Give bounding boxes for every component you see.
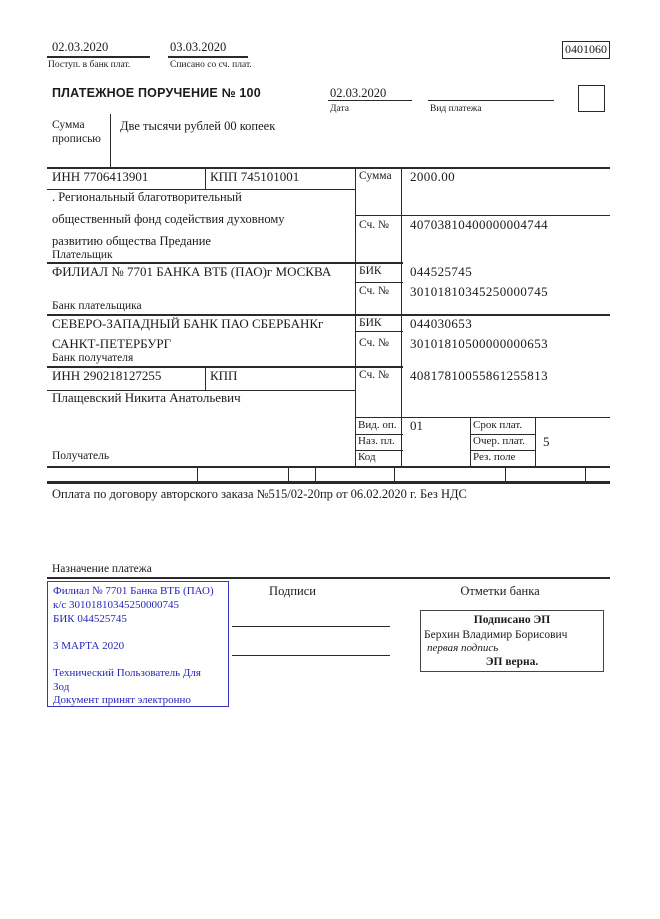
- debited-date-underline: [168, 56, 248, 58]
- beneficiary-bank-bik: 044030653: [410, 316, 473, 331]
- payer-account: 40703810400000004744: [410, 217, 548, 232]
- tax-row-divider-3: [315, 466, 316, 481]
- payer-bank-bik-line: [355, 282, 403, 283]
- signatures-title: Подписи: [269, 584, 316, 598]
- document-date: 02.03.2020: [330, 86, 387, 100]
- form-code-box: [562, 41, 610, 59]
- amount-in-words: Две тысячи рублей 00 копеек: [120, 119, 276, 133]
- purpose-code-label: Наз. пл.: [358, 435, 395, 447]
- payer-bank-label: Банк плательщика: [52, 300, 142, 312]
- payment-purpose-label: Назначение платежа: [52, 563, 152, 575]
- sum-value: 2000.00: [410, 169, 456, 184]
- bank-marks-title: Отметки банка: [460, 584, 540, 598]
- date-underline: [328, 100, 412, 101]
- esign-signer-name: Берхин Владимир Борисович: [424, 628, 568, 641]
- beneficiary-kpp-label: КПП: [210, 368, 238, 383]
- document-title: ПЛАТЕЖНОЕ ПОРУЧЕНИЕ № 100: [52, 86, 261, 100]
- table-bottom-thick-line: [47, 481, 610, 484]
- term-label: Срок плат.: [473, 419, 523, 431]
- payer-inn-kpp-divider: [205, 167, 206, 189]
- bank-stamp: [47, 581, 229, 707]
- beneficiary-bank-bik-line: [355, 331, 403, 332]
- op-type-label: Вид. оп.: [358, 419, 397, 431]
- stamp-bik: БИК 044525745: [53, 612, 127, 625]
- beneficiary-bank-label: Банк получателя: [52, 352, 134, 364]
- payer-name-line3: развитию общества Предание: [52, 234, 211, 248]
- signature-line-1: [232, 626, 390, 627]
- beneficiary-label: Получатель: [52, 450, 110, 462]
- debited-date: 03.03.2020: [170, 40, 227, 54]
- esignature-box: [420, 610, 604, 672]
- payer-bank-bik: 044525745: [410, 264, 473, 279]
- sum-label: Сумма: [359, 170, 392, 182]
- op-type-value: 01: [410, 418, 423, 433]
- tax-row-divider-6: [585, 466, 586, 481]
- payer-account-label: Сч. №: [359, 219, 390, 231]
- beneficiary-bank-account-label: Сч. №: [359, 337, 390, 349]
- amount-words-label-line2: прописью: [52, 133, 101, 145]
- reserve-field-label: Рез. поле: [473, 451, 516, 463]
- stamp-date: 3 МАРТА 2020: [53, 639, 125, 652]
- amount-words-label-line1: Сумма: [52, 119, 85, 131]
- sum-row-line: [355, 215, 610, 216]
- form-code: 0401060: [565, 42, 607, 56]
- beneficiary-inn: ИНН 290218127255: [52, 368, 162, 383]
- label-column-left-divider: [355, 167, 356, 466]
- received-in-bank-date: 02.03.2020: [52, 40, 109, 54]
- debited-label: Списано со сч. плат.: [170, 60, 252, 70]
- payment-kind-label: Вид платежа: [430, 104, 482, 114]
- beneficiary-bank-name-line2: САНКТ-ПЕТЕРБУРГ: [52, 336, 172, 351]
- code-label: Код: [358, 451, 376, 463]
- details-divider-1: [470, 417, 471, 466]
- date-label: Дата: [330, 104, 349, 114]
- order-label: Очер. плат.: [473, 435, 526, 447]
- received-in-bank-label: Поступ. в банк плат.: [48, 60, 131, 70]
- beneficiary-inn-kpp-divider: [205, 366, 206, 390]
- beneficiary-section-line: [47, 466, 610, 468]
- payer-name-line1: . Региональный благотворительный: [52, 190, 242, 204]
- signature-line-2: [232, 655, 390, 656]
- payer-name-line2: общественный фонд содействия духовному: [52, 212, 285, 226]
- beneficiary-name: Плащевский Никита Анатольевич: [52, 390, 241, 405]
- tax-row-divider-4: [394, 466, 395, 481]
- payer-bank-account-label: Сч. №: [359, 285, 390, 297]
- label-column-right-divider: [401, 167, 402, 466]
- payer-bank-account: 30101810345250000745: [410, 284, 548, 299]
- tax-row-divider-5: [505, 466, 506, 481]
- payment-kind-checkbox: [578, 85, 605, 112]
- beneficiary-bank-account: 30101810500000000653: [410, 336, 548, 351]
- received-date-underline: [47, 56, 150, 58]
- tax-row-divider-2: [288, 466, 289, 481]
- stamp-user-line2: Зод: [53, 680, 70, 693]
- payment-purpose-text: Оплата по договору авторского заказа №515/02-20пр от 06.02.2020 г. Без НДС: [52, 487, 467, 501]
- tax-row-divider-1: [197, 466, 198, 481]
- amount-words-divider: [110, 114, 111, 167]
- stamp-bank-name: Филиал № 7701 Банка ВТБ (ПАО): [53, 585, 214, 597]
- details-divider-2: [535, 417, 536, 466]
- beneficiary-bank-bik-label: БИК: [359, 317, 382, 329]
- payer-bank-bik-label: БИК: [359, 265, 382, 277]
- beneficiary-bank-name-line1: СЕВЕРО-ЗАПАДНЫЙ БАНК ПАО СБЕРБАНКг: [52, 316, 324, 331]
- beneficiary-account-label: Сч. №: [359, 369, 390, 381]
- order-value: 5: [543, 434, 550, 449]
- esign-kind: первая подпись: [427, 642, 499, 654]
- payer-bank-name: ФИЛИАЛ № 7701 БАНКА ВТБ (ПАО)г МОСКВА: [52, 264, 332, 279]
- stamp-user-line1: Технический Пользователь Для: [53, 666, 201, 679]
- stamp-accepted-note: Документ принят электронно: [53, 694, 191, 707]
- details-top-line: [355, 417, 610, 418]
- esign-verdict: ЭП верна.: [485, 655, 539, 668]
- esign-title: Подписано ЭП: [473, 614, 551, 626]
- payer-kpp: КПП 745101001: [210, 169, 300, 184]
- payment-kind-underline: [428, 100, 554, 101]
- payer-label: Плательщик: [52, 249, 113, 261]
- footer-top-line: [47, 577, 610, 579]
- beneficiary-account: 40817810055861255813: [410, 368, 548, 383]
- stamp-corr-account: к/с 30101810345250000745: [53, 598, 180, 611]
- payer-inn: ИНН 7706413901: [52, 169, 149, 184]
